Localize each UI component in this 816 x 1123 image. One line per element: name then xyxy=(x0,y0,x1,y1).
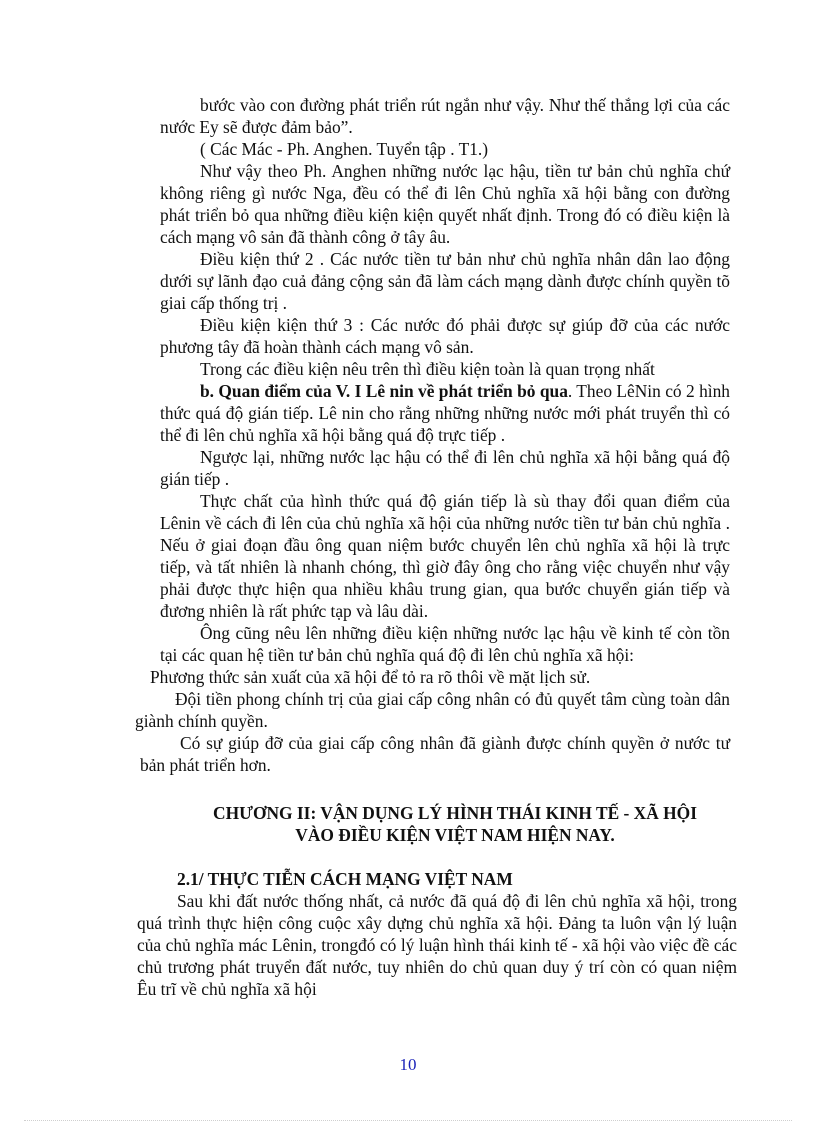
footer-divider xyxy=(24,1120,792,1121)
paragraph: Có sự giúp đỡ của giai cấp công nhân đã giành được chính quyền ở nước tư bản phát triển hơn. xyxy=(140,733,730,775)
paragraph: Ngược lại, những nước lạc hậu có thể đi lên chủ nghĩa xã hội bằng quá độ gián tiếp . xyxy=(160,447,730,489)
paragraph: Ông cũng nêu lên những điều kiện những nước lạc hậu về kinh tế còn tồn tại các quan hệ tiền tư bản chủ nghĩa quá độ đi lên chủ nghĩa xã hội: xyxy=(160,623,730,665)
paragraph: Sau khi đất nước thống nhất, cả nước đã quá độ đi lên chủ nghĩa xã hội, trong quá trình thực hiện công cuộc xây dựng chủ nghĩa xã hội. Đảng ta luôn vận lý luận của chủ nghĩa mác Lênin, trongđó có lý luận hình thái kinh tế - xã hội vào việc đề các chủ trương phát truyển đất nước, tuy nhiên do chủ quan duy ý trí còn có quan niệm Êu trĩ về chủ nghĩa xã hội xyxy=(137,891,737,999)
paragraph-text: . Theo LêNin có 2 hình thức quá độ gián tiếp. Lê nin cho rằng những những nước mới phát truyển thì có thể đi lên chủ nghĩa xã hội bằng quá độ trực tiếp . xyxy=(160,381,730,445)
body-text xyxy=(135,94,730,776)
subsection-heading: b. Quan điểm của V. I Lê nin về phát triển bỏ qua xyxy=(200,381,568,401)
paragraph: Điều kiện thứ 2 . Các nước tiền tư bản như chủ nghĩa nhân dân lao động dưới sự lãnh đạo cuả đảng cộng sản đã làm cách mạng dành được chính quyền tõ giai cấp thống trị . xyxy=(160,249,730,313)
chapter-title-line: VÀO ĐIỀU KIỆN VIỆT NAM HIỆN NAY. xyxy=(295,825,615,845)
chapter-heading xyxy=(160,802,750,846)
paragraph xyxy=(160,380,730,446)
paragraph: Thực chất của hình thức quá độ gián tiếp là sù thay đổi quan điểm của Lênin về cách đi lên của chủ nghĩa xã hội của những nước tiền tư bản chủ nghĩa . Nếu ở giai đoạn đầu ông quan niệm bước chuyển lên chủ nghĩa xã hội là trực tiếp, và tất nhiên là nhanh chóng, thì giờ đây ông cho rằng việc chuyển như vậy phải được thực hiện qua nhiều khâu trung gian, qua bước chuyển gián tiếp và đương nhiên là rất phức tạp và lâu dài. xyxy=(160,491,730,621)
section-heading: 2.1/ THỰC TIỄN CÁCH MẠNG VIỆT NAM xyxy=(177,869,513,889)
paragraph: Trong các điều kiện nêu trên thì điều kiện toàn là quan trọng nhất xyxy=(200,359,655,379)
paragraph: Điều kiện kiện thứ 3 : Các nước đó phải được sự giúp đỡ của các nước phương tây đã hoàn thành cách mạng vô sản. xyxy=(160,315,730,357)
paragraph: bước vào con đường phát triển rút ngắn như vậy. Như thế thắng lợi của các nước Ey sẽ được đảm bảo”. xyxy=(160,95,730,137)
chapter-title-line: CHƯƠNG II: VẬN DỤNG LÝ HÌNH THÁI KINH TẾ - XÃ HỘI xyxy=(213,803,697,823)
citation: ( Các Mác - Ph. Anghen. Tuyển tập . T1.) xyxy=(200,139,489,159)
page-number: 10 xyxy=(399,1055,417,1074)
paragraph: Đội tiền phong chính trị của giai cấp công nhân có đủ quyết tâm cùng toàn dân giành chính quyền. xyxy=(135,689,730,731)
section xyxy=(137,868,737,1000)
paragraph: Như vậy theo Ph. Anghen những nước lạc hậu, tiền tư bản chủ nghĩa chứ không riêng gì nước Nga, đều có thể đi lên Chủ nghĩa xã hội bằng con đường phát triển bỏ qua những điều kiện kiện quyết nhất định. Trong đó có điều kiện là cách mạng vô sản đã thành công ở tây âu. xyxy=(160,161,730,247)
paragraph: Phương thức sản xuất của xã hội để tỏ ra rõ thôi về mặt lịch sử. xyxy=(150,667,591,687)
